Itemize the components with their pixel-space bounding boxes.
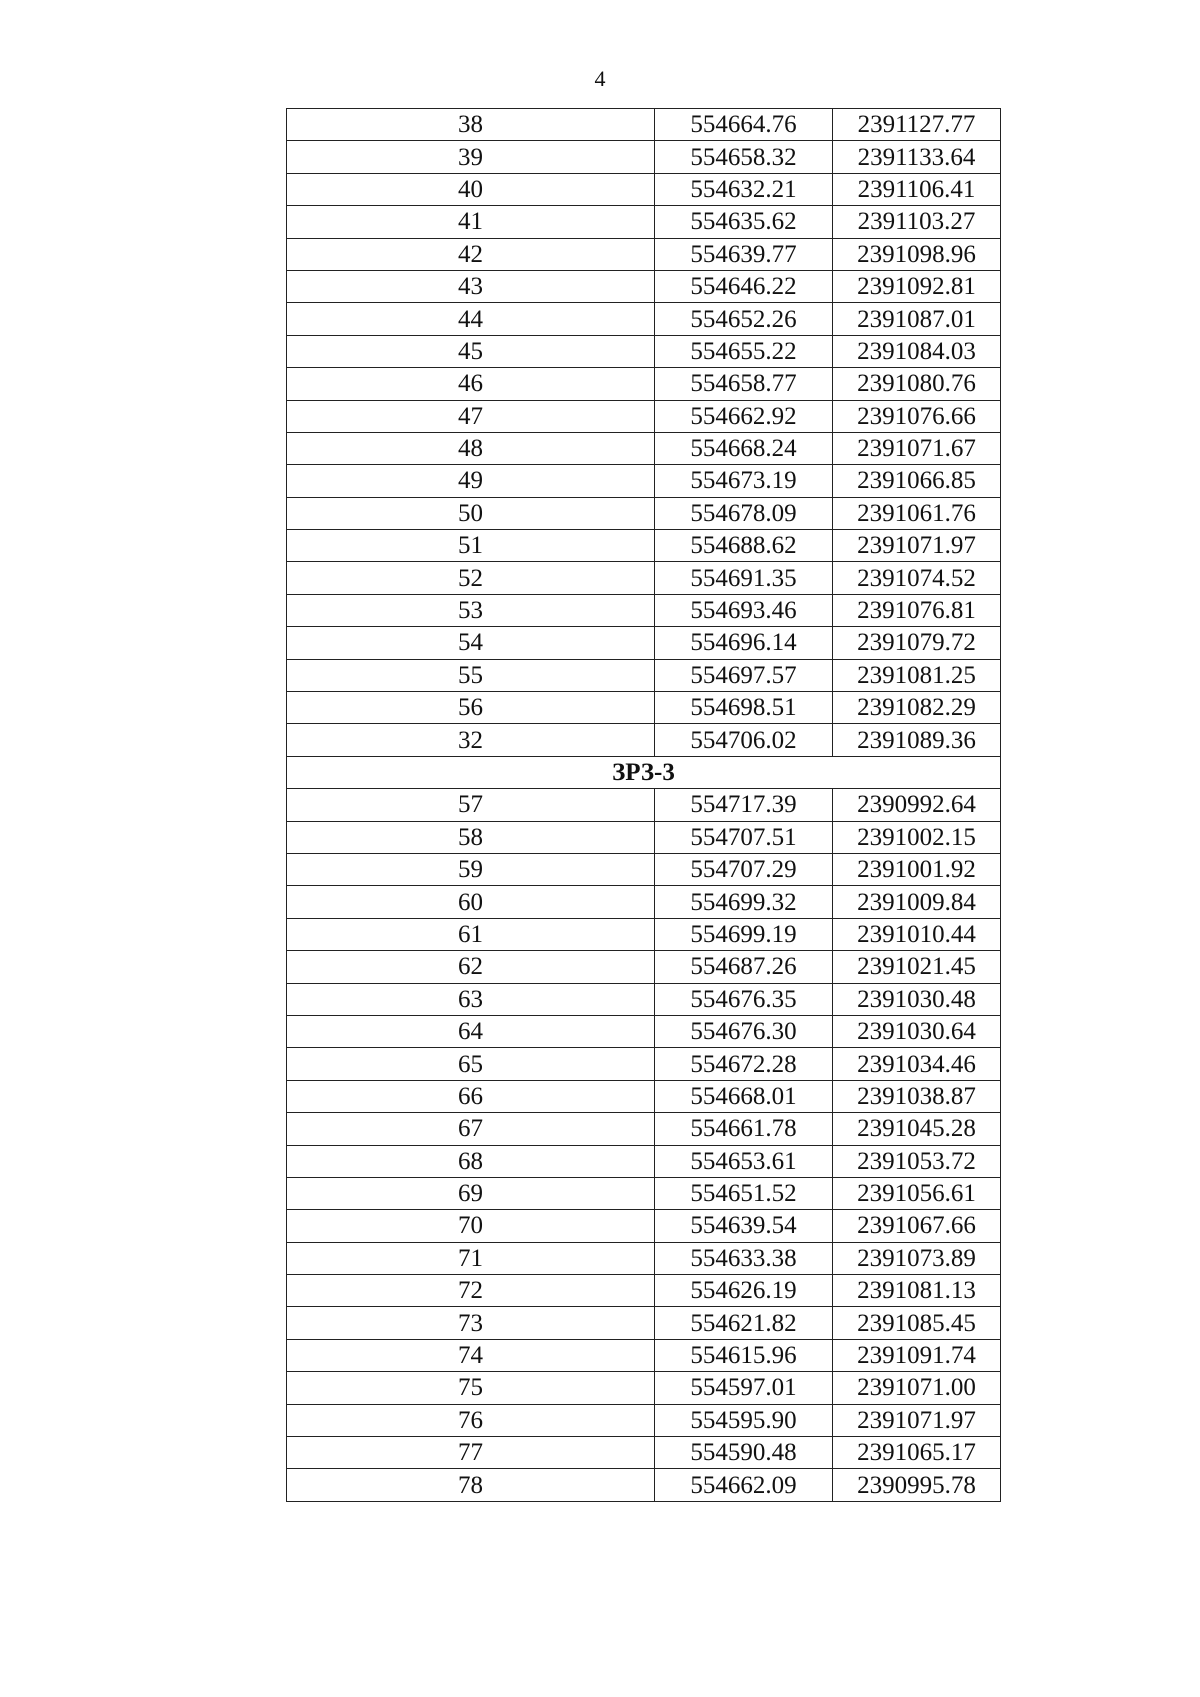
table-row <box>287 432 1001 464</box>
x-coordinate-cell: 554668.24 <box>655 432 833 464</box>
table-row <box>287 270 1001 302</box>
point-number-cell: 68 <box>287 1145 655 1177</box>
y-coordinate-cell: 2390992.64 <box>833 789 1001 821</box>
x-coordinate-cell: 554651.52 <box>655 1177 833 1209</box>
table-row <box>287 1437 1001 1469</box>
table-row <box>287 562 1001 594</box>
table-row <box>287 465 1001 497</box>
point-number-cell: 65 <box>287 1048 655 1080</box>
point-number-cell: 66 <box>287 1080 655 1112</box>
x-coordinate-cell: 554693.46 <box>655 594 833 626</box>
x-coordinate-cell: 554699.19 <box>655 918 833 950</box>
table-row <box>287 1404 1001 1436</box>
point-number-cell: 51 <box>287 530 655 562</box>
y-coordinate-cell: 2391071.97 <box>833 1404 1001 1436</box>
y-coordinate-cell: 2391061.76 <box>833 497 1001 529</box>
y-coordinate-cell: 2391066.85 <box>833 465 1001 497</box>
point-number-cell: 70 <box>287 1210 655 1242</box>
x-coordinate-cell: 554615.96 <box>655 1339 833 1371</box>
x-coordinate-cell: 554621.82 <box>655 1307 833 1339</box>
y-coordinate-cell: 2391087.01 <box>833 303 1001 335</box>
table-row <box>287 821 1001 853</box>
x-coordinate-cell: 554590.48 <box>655 1437 833 1469</box>
y-coordinate-cell: 2391080.76 <box>833 368 1001 400</box>
x-coordinate-cell: 554707.29 <box>655 853 833 885</box>
x-coordinate-cell: 554639.77 <box>655 238 833 270</box>
table-row <box>287 1113 1001 1145</box>
y-coordinate-cell: 2391009.84 <box>833 886 1001 918</box>
x-coordinate-cell: 554673.19 <box>655 465 833 497</box>
table-row <box>287 1307 1001 1339</box>
y-coordinate-cell: 2391071.67 <box>833 432 1001 464</box>
x-coordinate-cell: 554646.22 <box>655 270 833 302</box>
y-coordinate-cell: 2391085.45 <box>833 1307 1001 1339</box>
table-row <box>287 1048 1001 1080</box>
point-number-cell: 62 <box>287 951 655 983</box>
point-number-cell: 48 <box>287 432 655 464</box>
y-coordinate-cell: 2391133.64 <box>833 141 1001 173</box>
x-coordinate-cell: 554653.61 <box>655 1145 833 1177</box>
point-number-cell: 32 <box>287 724 655 756</box>
y-coordinate-cell: 2391071.97 <box>833 530 1001 562</box>
x-coordinate-cell: 554687.26 <box>655 951 833 983</box>
x-coordinate-cell: 554626.19 <box>655 1275 833 1307</box>
x-coordinate-cell: 554668.01 <box>655 1080 833 1112</box>
coordinates-table-body <box>287 109 1001 1502</box>
x-coordinate-cell: 554658.32 <box>655 141 833 173</box>
point-number-cell: 64 <box>287 1015 655 1047</box>
y-coordinate-cell: 2391076.66 <box>833 400 1001 432</box>
table-row <box>287 497 1001 529</box>
x-coordinate-cell: 554706.02 <box>655 724 833 756</box>
table-row <box>287 627 1001 659</box>
table-row <box>287 886 1001 918</box>
table-row <box>287 1275 1001 1307</box>
table-row <box>287 594 1001 626</box>
y-coordinate-cell: 2391021.45 <box>833 951 1001 983</box>
y-coordinate-cell: 2391079.72 <box>833 627 1001 659</box>
y-coordinate-cell: 2391082.29 <box>833 692 1001 724</box>
y-coordinate-cell: 2391010.44 <box>833 918 1001 950</box>
point-number-cell: 59 <box>287 853 655 885</box>
y-coordinate-cell: 2391030.48 <box>833 983 1001 1015</box>
x-coordinate-cell: 554662.09 <box>655 1469 833 1501</box>
x-coordinate-cell: 554595.90 <box>655 1404 833 1436</box>
x-coordinate-cell: 554697.57 <box>655 659 833 691</box>
x-coordinate-cell: 554639.54 <box>655 1210 833 1242</box>
point-number-cell: 54 <box>287 627 655 659</box>
y-coordinate-cell: 2391067.66 <box>833 1210 1001 1242</box>
x-coordinate-cell: 554676.30 <box>655 1015 833 1047</box>
table-row <box>287 1145 1001 1177</box>
x-coordinate-cell: 554635.62 <box>655 206 833 238</box>
point-number-cell: 76 <box>287 1404 655 1436</box>
point-number-cell: 78 <box>287 1469 655 1501</box>
table-row <box>287 1015 1001 1047</box>
point-number-cell: 67 <box>287 1113 655 1145</box>
table-row <box>287 109 1001 141</box>
x-coordinate-cell: 554672.28 <box>655 1048 833 1080</box>
y-coordinate-cell: 2391081.25 <box>833 659 1001 691</box>
table-row <box>287 206 1001 238</box>
point-number-cell: 71 <box>287 1242 655 1274</box>
y-coordinate-cell: 2390995.78 <box>833 1469 1001 1501</box>
point-number-cell: 38 <box>287 109 655 141</box>
table-row <box>287 918 1001 950</box>
table-row <box>287 983 1001 1015</box>
y-coordinate-cell: 2391103.27 <box>833 206 1001 238</box>
table-row <box>287 659 1001 691</box>
y-coordinate-cell: 2391056.61 <box>833 1177 1001 1209</box>
section-heading: ЗРЗ-3 <box>287 756 1001 788</box>
y-coordinate-cell: 2391106.41 <box>833 173 1001 205</box>
x-coordinate-cell: 554662.92 <box>655 400 833 432</box>
x-coordinate-cell: 554597.01 <box>655 1372 833 1404</box>
point-number-cell: 39 <box>287 141 655 173</box>
table-row <box>287 173 1001 205</box>
point-number-cell: 49 <box>287 465 655 497</box>
point-number-cell: 69 <box>287 1177 655 1209</box>
point-number-cell: 41 <box>287 206 655 238</box>
table-row <box>287 1339 1001 1371</box>
table-row <box>287 530 1001 562</box>
x-coordinate-cell: 554633.38 <box>655 1242 833 1274</box>
x-coordinate-cell: 554652.26 <box>655 303 833 335</box>
x-coordinate-cell: 554678.09 <box>655 497 833 529</box>
point-number-cell: 77 <box>287 1437 655 1469</box>
point-number-cell: 55 <box>287 659 655 691</box>
table-row <box>287 238 1001 270</box>
table-row <box>287 1210 1001 1242</box>
table-row <box>287 692 1001 724</box>
y-coordinate-cell: 2391098.96 <box>833 238 1001 270</box>
point-number-cell: 50 <box>287 497 655 529</box>
y-coordinate-cell: 2391076.81 <box>833 594 1001 626</box>
y-coordinate-cell: 2391030.64 <box>833 1015 1001 1047</box>
point-number-cell: 45 <box>287 335 655 367</box>
table-row <box>287 1242 1001 1274</box>
x-coordinate-cell: 554696.14 <box>655 627 833 659</box>
section-heading-row <box>287 756 1001 788</box>
table-row <box>287 789 1001 821</box>
y-coordinate-cell: 2391089.36 <box>833 724 1001 756</box>
y-coordinate-cell: 2391084.03 <box>833 335 1001 367</box>
y-coordinate-cell: 2391074.52 <box>833 562 1001 594</box>
point-number-cell: 52 <box>287 562 655 594</box>
table-row <box>287 368 1001 400</box>
table-row <box>287 335 1001 367</box>
x-coordinate-cell: 554688.62 <box>655 530 833 562</box>
point-number-cell: 43 <box>287 270 655 302</box>
y-coordinate-cell: 2391038.87 <box>833 1080 1001 1112</box>
y-coordinate-cell: 2391081.13 <box>833 1275 1001 1307</box>
y-coordinate-cell: 2391001.92 <box>833 853 1001 885</box>
point-number-cell: 44 <box>287 303 655 335</box>
point-number-cell: 74 <box>287 1339 655 1371</box>
point-number-cell: 42 <box>287 238 655 270</box>
y-coordinate-cell: 2391045.28 <box>833 1113 1001 1145</box>
point-number-cell: 75 <box>287 1372 655 1404</box>
y-coordinate-cell: 2391034.46 <box>833 1048 1001 1080</box>
point-number-cell: 53 <box>287 594 655 626</box>
table-row <box>287 141 1001 173</box>
point-number-cell: 57 <box>287 789 655 821</box>
point-number-cell: 72 <box>287 1275 655 1307</box>
table-row <box>287 1372 1001 1404</box>
x-coordinate-cell: 554661.78 <box>655 1113 833 1145</box>
y-coordinate-cell: 2391127.77 <box>833 109 1001 141</box>
point-number-cell: 60 <box>287 886 655 918</box>
x-coordinate-cell: 554664.76 <box>655 109 833 141</box>
y-coordinate-cell: 2391065.17 <box>833 1437 1001 1469</box>
x-coordinate-cell: 554658.77 <box>655 368 833 400</box>
point-number-cell: 56 <box>287 692 655 724</box>
x-coordinate-cell: 554676.35 <box>655 983 833 1015</box>
y-coordinate-cell: 2391091.74 <box>833 1339 1001 1371</box>
table-row <box>287 1080 1001 1112</box>
table-row <box>287 1177 1001 1209</box>
y-coordinate-cell: 2391073.89 <box>833 1242 1001 1274</box>
point-number-cell: 63 <box>287 983 655 1015</box>
y-coordinate-cell: 2391053.72 <box>833 1145 1001 1177</box>
table-row <box>287 724 1001 756</box>
y-coordinate-cell: 2391002.15 <box>833 821 1001 853</box>
x-coordinate-cell: 554632.21 <box>655 173 833 205</box>
x-coordinate-cell: 554707.51 <box>655 821 833 853</box>
table-row <box>287 303 1001 335</box>
y-coordinate-cell: 2391071.00 <box>833 1372 1001 1404</box>
x-coordinate-cell: 554717.39 <box>655 789 833 821</box>
y-coordinate-cell: 2391092.81 <box>833 270 1001 302</box>
coordinates-table <box>286 108 1001 1502</box>
point-number-cell: 73 <box>287 1307 655 1339</box>
table-row <box>287 400 1001 432</box>
point-number-cell: 46 <box>287 368 655 400</box>
x-coordinate-cell: 554699.32 <box>655 886 833 918</box>
point-number-cell: 61 <box>287 918 655 950</box>
point-number-cell: 40 <box>287 173 655 205</box>
x-coordinate-cell: 554655.22 <box>655 335 833 367</box>
point-number-cell: 58 <box>287 821 655 853</box>
page-number: 4 <box>594 66 606 91</box>
x-coordinate-cell: 554691.35 <box>655 562 833 594</box>
x-coordinate-cell: 554698.51 <box>655 692 833 724</box>
table-row <box>287 1469 1001 1501</box>
table-row <box>287 951 1001 983</box>
point-number-cell: 47 <box>287 400 655 432</box>
table-row <box>287 853 1001 885</box>
